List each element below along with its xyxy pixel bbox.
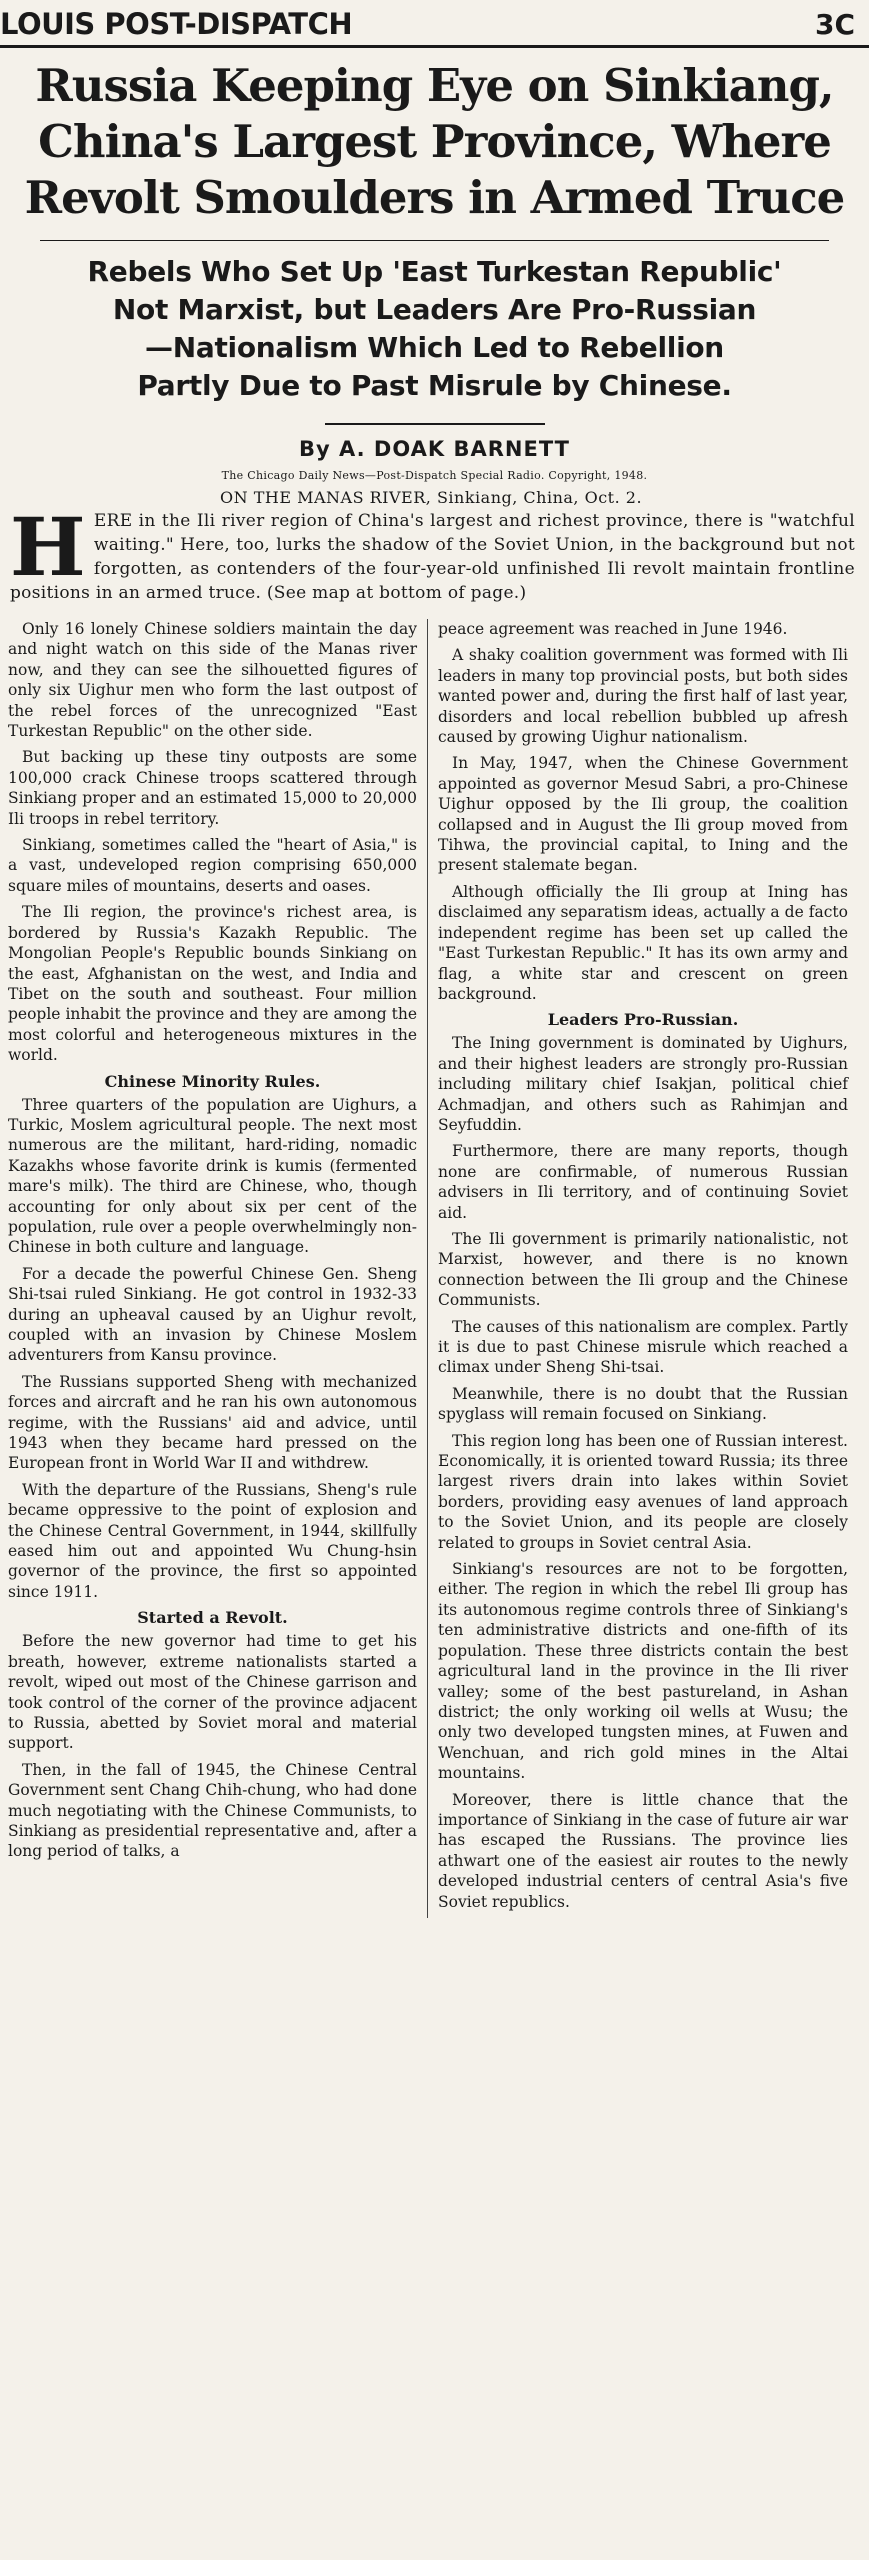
headline-line: Revolt Smoulders in Armed Truce	[24, 171, 845, 224]
paragraph: A shaky coalition government was formed with Ili leaders in many top provincial posts, but both sides wanted power and, during the first half of last year, disorders and local rebellion bubbled up afresh caused by growing Uighur nationalism.	[438, 646, 848, 747]
paragraph: The Ili government is primarily nationalistic, not Marxist, however, and there is no known connection between the Ili group and the Chinese Communists.	[438, 1229, 848, 1310]
masthead-title: LOUIS POST-DISPATCH	[0, 7, 353, 41]
paragraph: Before the new governor had time to get his breath, however, extreme nationalists started a revolt, wiped out most of the Chinese garrison and took control of the corner of the province adjacent to Russia, abetted by Soviet moral and material support.	[8, 1632, 417, 1753]
paragraph: Then, in the fall of 1945, the Chinese Central Government sent Chang Chih-chung, who had done much negotiating with the Chinese Communists, to Sinkiang as presidential representative and, after a long period of talks, a	[8, 1760, 417, 1861]
article-columns	[8, 619, 861, 1918]
credit-line: The Chicago Daily News—Post-Dispatch Special Radio. Copyright, 1948.	[221, 469, 648, 482]
divider	[325, 423, 545, 425]
paragraph: The Ili region, the province's richest area, is bordered by Russia's Kazakh Republic. The Mongolian People's Republic bounds Sinkiang on the east, Afghanistan on the west, and India and Tibet on the south and southeast. Four million people inhabit the province and they are among the most colorful and heterogeneous mixtures in the world.	[8, 903, 417, 1065]
paragraph: Sinkiang, sometimes called the "heart of Asia," is a vast, undeveloped region comprising 650,000 square miles of mountains, deserts and oases.	[8, 836, 417, 895]
deck-line: Partly Due to Past Misrule by Chinese.	[137, 369, 732, 402]
divider	[40, 240, 829, 241]
paragraph: The causes of this nationalism are complex. Partly it is due to past Chinese misrule which reached a climax under Sheng Shi-tsai.	[438, 1317, 848, 1377]
paragraph: Sinkiang's resources are not to be forgotten, either. The region in which the rebel Ili group has its autonomous regime controls three of Sinkiang's ten administrative districts and one-fifth of its population. These three districts contain the best agricultural land in the province in the Ili river valley; some of the best pastureland, in Ashan district; the only working oil wells at Wusu; the only two developed tungsten mines, at Fuwen and Wenchuan, and rich gold mines in the Altai mountains.	[438, 1560, 848, 1783]
paragraph: Furthermore, there are many reports, though none are confirmable, of numerous Russian advisers in Ili territory, and of continuing Soviet aid.	[438, 1142, 848, 1222]
lead-text: ERE in the Ili river region of China's largest and richest province, there is "watchful waiting." Here, too, lurks the shadow of the Soviet Union, in the background but not forgotten, as contenders of the four-year-old unfinished Ili revolt maintain frontline positions in an armed truce. (See map at bottom of page.)	[10, 511, 855, 603]
headline-line: Russia Keeping Eye on Sinkiang,	[35, 59, 834, 112]
paragraph: Meanwhile, there is no doubt that the Russian spyglass will remain focused on Sinkiang.	[438, 1384, 848, 1424]
dateline: ON THE MANAS RIVER, Sinkiang, China, Oct. 2.	[220, 488, 643, 507]
paragraph: Although officially the Ili group at Ining has disclaimed any separatism ideas, actually a de facto independent regime has been set up called the "East Turkestan Republic." It has its own army and flag, a white star and crescent on green background.	[438, 882, 848, 1003]
paragraph: The Ining government is dominated by Uighurs, and their highest leaders are strongly pro-Russian including military chief Isakjan, political chief Achmadjan, and others such as Rahimjan and Seyfuddin.	[438, 1034, 848, 1134]
paragraph: For a decade the powerful Chinese Gen. Sheng Shi-tsai ruled Sinkiang. He got control in 1932-33 during an upheaval caused by an Uighur revolt, coupled with an invasion by Chinese Moslem adventurers from Kansu province.	[8, 1264, 417, 1365]
section-subhead: Leaders Pro-Russian.	[547, 1010, 739, 1030]
page-number: 3C	[814, 8, 855, 41]
section-subhead: Started a Revolt.	[137, 1608, 288, 1628]
paragraph: This region long has been one of Russian interest. Economically, it is oriented toward Russia; its three largest rivers drain into lakes within Soviet borders, providing easy avenues of land approach to the Soviet Union, and its people are closely related to groups in Soviet central Asia.	[438, 1431, 848, 1552]
headline-line: China's Largest Province, Where	[38, 115, 831, 168]
paragraph: The Russians supported Sheng with mechanized forces and aircraft and he ran his own autonomous regime, with the Russians' aid and advice, until 1943 when they became hard pressed on the European front in World War II and withdrew.	[8, 1372, 417, 1473]
paragraph: peace agreement was reached in June 1946.	[438, 620, 788, 638]
deck-line: Not Marxist, but Leaders Are Pro-Russian	[112, 293, 757, 326]
deck-subheadline	[12, 253, 857, 405]
paragraph: Only 16 lonely Chinese soldiers maintain the day and night watch on this side of the Manas river now, and they can see the silhouetted figures of only six Uighur men who form the last outpost of the rebel forces of the unrecognized "East Turkestan Republic" on the other side.	[8, 620, 417, 741]
byline: By A. DOAK BARNETT	[299, 437, 570, 461]
lead-paragraph	[10, 500, 855, 605]
paragraph: Three quarters of the population are Uighurs, a Turkic, Moslem agricultural people. The next most numerous are the militant, hard-riding, nomadic Kazakhs whose favorite drink is kumis (fermented mare's milk). The third are Chinese, who, though accounting for only about six per cent of the population, rule over a people overwhelmingly non-Chinese in both culture and language.	[8, 1095, 417, 1257]
right-column	[428, 619, 848, 1918]
drop-cap: H	[10, 500, 86, 594]
left-column	[8, 619, 428, 1918]
section-subhead: Chinese Minority Rules.	[104, 1071, 321, 1091]
paragraph: But backing up these tiny outposts are some 100,000 crack Chinese troops scattered through Sinkiang proper and an estimated 15,000 to 20,000 Ili troops in rebel territory.	[8, 748, 417, 828]
masthead	[0, 0, 869, 48]
paragraph: Moreover, there is little chance that the importance of Sinkiang in the case of future air war has escaped the Russians. The province lies athwart one of the easiest air routes to the newly developed industrial centers of central Asia's five Soviet republics.	[438, 1790, 848, 1911]
headline	[6, 58, 863, 226]
paragraph: In May, 1947, when the Chinese Government appointed as governor Mesud Sabri, a pro-Chinese Uighur opposed by the Ili group, the coalition collapsed and in August the Ili group moved from Tihwa, the provincial capital, to Ining and the present stalemate began.	[438, 754, 848, 875]
paragraph: With the departure of the Russians, Sheng's rule became oppressive to the point of explosion and the Chinese Central Government, in 1944, skillfully eased him out and appointed Wu Chung-hsin governor of the province, the first so appointed since 1911.	[8, 1480, 417, 1601]
deck-line: —Nationalism Which Led to Rebellion	[145, 331, 724, 364]
deck-line: Rebels Who Set Up 'East Turkestan Republic'	[87, 255, 782, 288]
